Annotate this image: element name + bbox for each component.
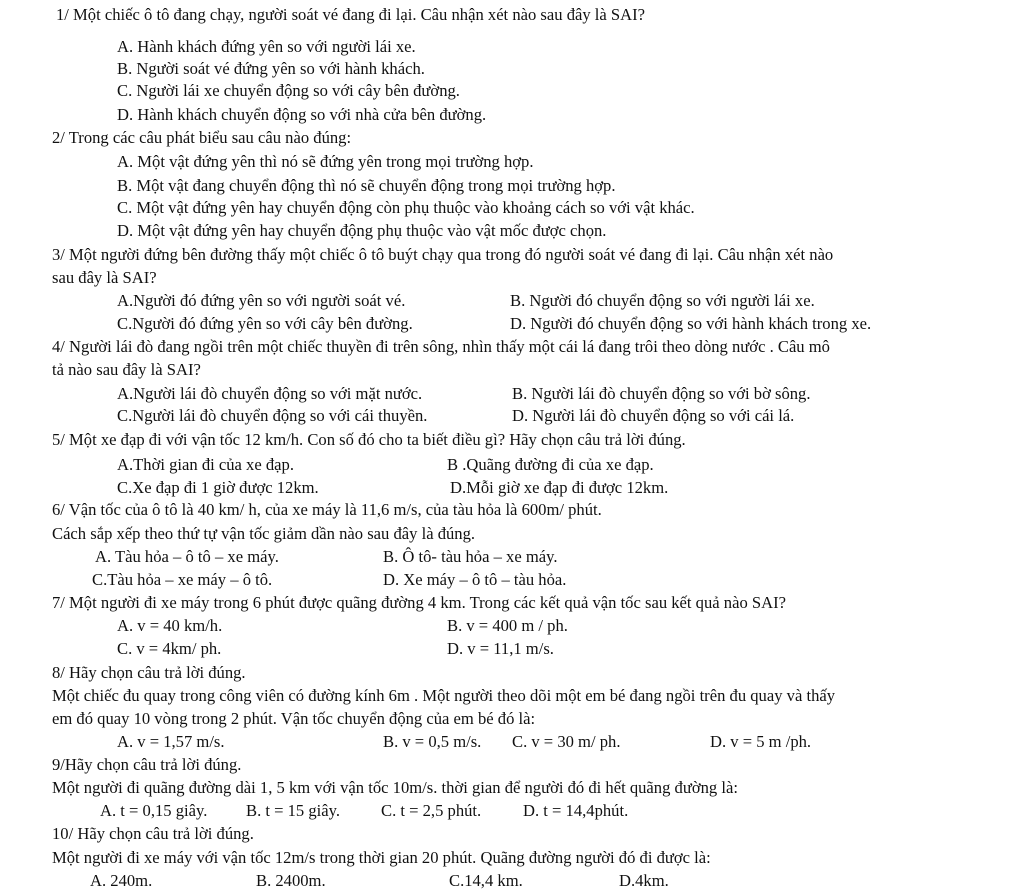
q1-option-a: A. Hành khách đứng yên so với người lái xe.: [117, 37, 416, 56]
q8-option-c: C. v = 30 m/ ph.: [512, 732, 621, 751]
q2-option-c: C. Một vật đứng yên hay chuyển động còn phụ thuộc vào khoảng cách so với vật khác.: [117, 198, 695, 217]
q4-option-a: A.Người lái đò chuyển động so với mặt nước.: [117, 384, 423, 403]
q6-stem-line1: 6/ Vận tốc của ô tô là 40 km/ h, của xe máy là 11,6 m/s, của tàu hỏa là 600m/ phút.: [52, 500, 602, 519]
q3-stem-line1: 3/ Một người đứng bên đường thấy một chiếc ô tô buýt chạy qua trong đó người soát vé đang đi lại. Câu nhận xét nào: [52, 245, 834, 264]
q3-option-c: C.Người đó đứng yên so với cây bên đường.: [117, 314, 413, 333]
q2-option-d: D. Một vật đứng yên hay chuyển động phụ thuộc vào vật mốc được chọn.: [117, 221, 607, 240]
q4-stem-line1: 4/ Người lái đò đang ngồi trên một chiếc thuyền đi trên sông, nhìn thấy một cái lá đang trôi theo dòng nước . Câu mô: [52, 337, 830, 356]
q9-stem-line1: 9/Hãy chọn câu trả lời đúng.: [52, 755, 242, 774]
q1-option-d: D. Hành khách chuyển động so với nhà cửa bên đường.: [117, 105, 487, 124]
q2-stem: 2/ Trong các câu phát biểu sau câu nào đúng:: [52, 128, 352, 147]
q10-stem-line1: 10/ Hãy chọn câu trả lời đúng.: [52, 824, 254, 843]
q7-stem: 7/ Một người đi xe máy trong 6 phút được quãng đường 4 km. Trong các kết quả vận tốc sau kết quả nào SAI?: [52, 593, 786, 612]
q3-option-a: A.Người đó đứng yên so với người soát vé.: [117, 291, 406, 310]
q10-option-b: B. 2400m.: [256, 871, 326, 890]
q1-option-b: B. Người soát vé đứng yên so với hành khách.: [117, 59, 425, 78]
q7-option-d: D. v = 11,1 m/s.: [447, 639, 554, 658]
q8-stem-line2: Một chiếc đu quay trong công viên có đường kính 6m . Một người theo dõi một em bé đang ngồi trên đu quay và thấy: [52, 686, 836, 705]
q4-stem-line2: tả nào sau đây là SAI?: [52, 360, 201, 379]
q5-option-c: C.Xe đạp đi 1 giờ được 12km.: [117, 478, 319, 497]
q3-stem-line2: sau đây là SAI?: [52, 268, 157, 287]
q7-option-c: C. v = 4km/ ph.: [117, 639, 222, 658]
q8-option-b: B. v = 0,5 m/s.: [383, 732, 482, 751]
q5-stem: 5/ Một xe đạp đi với vận tốc 12 km/h. Con số đó cho ta biết điều gì? Hãy chọn câu trả lời đúng.: [52, 430, 686, 449]
q3-option-b: B. Người đó chuyển động so với người lái xe.: [510, 291, 815, 310]
q7-option-a: A. v = 40 km/h.: [117, 616, 223, 635]
q1-stem: 1/ Một chiếc ô tô đang chạy, người soát vé đang đi lại. Câu nhận xét nào sau đây là SAI?: [56, 5, 646, 24]
q8-stem-line1: 8/ Hãy chọn câu trả lời đúng.: [52, 663, 246, 682]
q4-option-b: B. Người lái đò chuyển động so với bờ sông.: [512, 384, 811, 403]
q4-option-d: D. Người lái đò chuyển động so với cái lá.: [512, 406, 795, 425]
q9-option-d: D. t = 14,4phút.: [523, 801, 629, 820]
q6-stem-line2: Cách sắp xếp theo thứ tự vận tốc giảm dần nào sau đây là đúng.: [52, 524, 476, 543]
q6-option-b: B. Ô tô- tàu hỏa – xe máy.: [383, 547, 558, 566]
q6-option-a: A. Tàu hỏa – ô tô – xe máy.: [95, 547, 279, 566]
q5-option-a: A.Thời gian đi của xe đạp.: [117, 455, 294, 474]
q8-stem-line3: em đó quay 10 vòng trong 2 phút. Vận tốc chuyển động của em bé đó là:: [52, 709, 536, 728]
q6-option-c: C.Tàu hỏa – xe máy – ô tô.: [92, 570, 273, 589]
q8-option-d: D. v = 5 m /ph.: [710, 732, 812, 751]
q2-option-a: A. Một vật đứng yên thì nó sẽ đứng yên trong mọi trường hợp.: [117, 152, 534, 171]
q10-option-c: C.14,4 km.: [449, 871, 523, 890]
q6-option-d: D. Xe máy – ô tô – tàu hỏa.: [383, 570, 567, 589]
q9-option-c: C. t = 2,5 phút.: [381, 801, 482, 820]
q1-option-c: C. Người lái xe chuyển động so với cây bên đường.: [117, 81, 460, 100]
q2-option-b: B. Một vật đang chuyển động thì nó sẽ chuyển động trong mọi trường hợp.: [117, 176, 616, 195]
q9-option-a: A. t = 0,15 giây.: [100, 801, 208, 820]
q10-stem-line2: Một người đi xe máy với vận tốc 12m/s trong thời gian 20 phút. Quãng đường người đó đi được là:: [52, 848, 711, 867]
q9-option-b: B. t = 15 giây.: [246, 801, 341, 820]
q3-option-d: D. Người đó chuyển động so với hành khách trong xe.: [510, 314, 872, 333]
q5-option-b: B .Quãng đường đi của xe đạp.: [447, 455, 654, 474]
q4-option-c: C.Người lái đò chuyển động so với cái thuyền.: [117, 406, 428, 425]
q5-option-d: D.Mỗi giờ xe đạp đi được 12km.: [450, 478, 669, 497]
q10-option-d: D.4km.: [619, 871, 669, 890]
q8-option-a: A. v = 1,57 m/s.: [117, 732, 225, 751]
q10-option-a: A. 240m.: [90, 871, 153, 890]
q9-stem-line2: Một người đi quãng đường dài 1, 5 km với vận tốc 10m/s. thời gian để người đó đi hết quãng đường là:: [52, 778, 738, 797]
q7-option-b: B. v = 400 m / ph.: [447, 616, 568, 635]
